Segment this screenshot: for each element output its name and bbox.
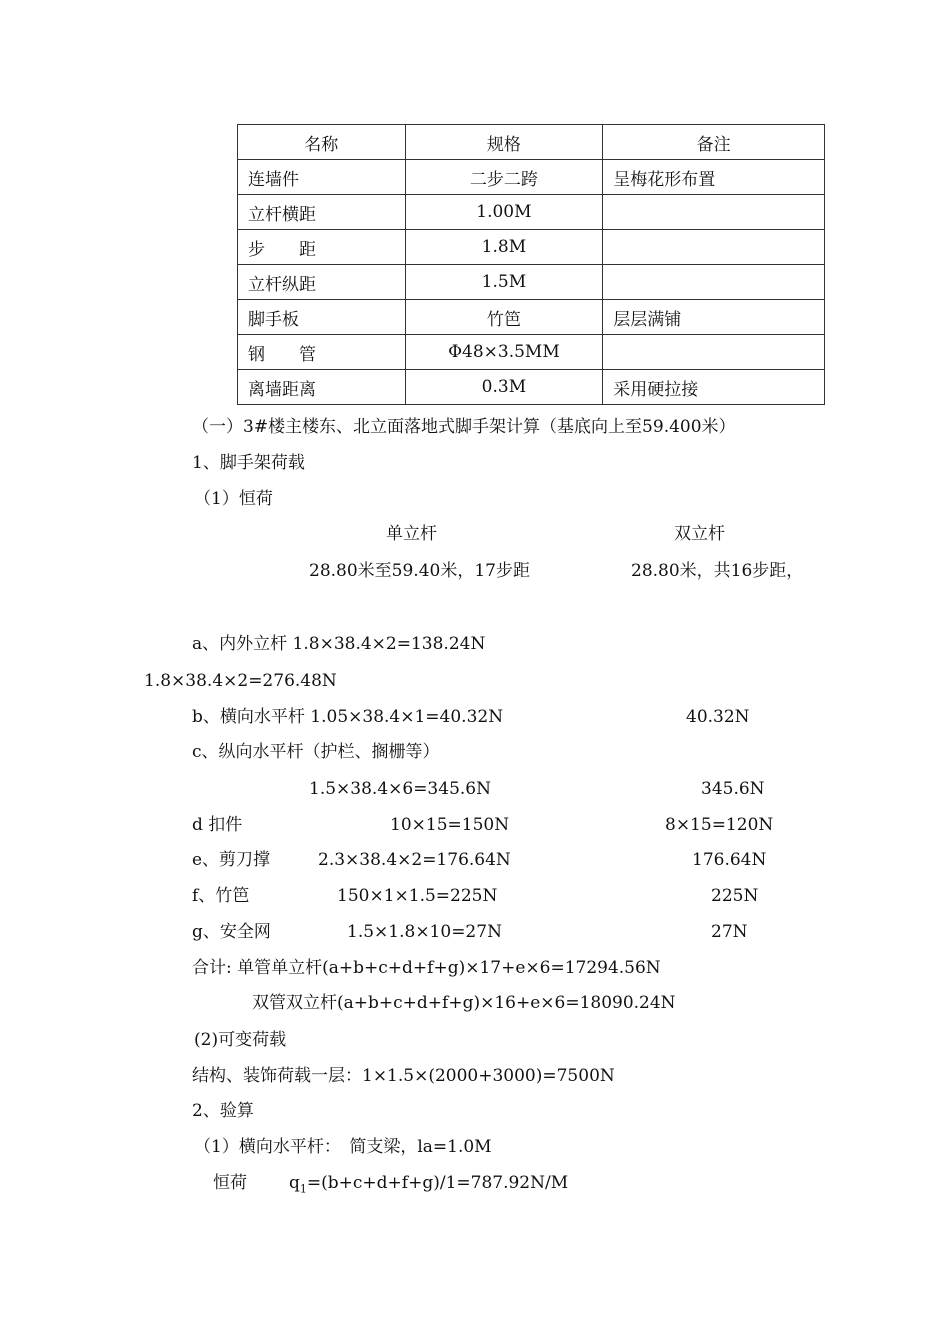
table-cell [603, 265, 825, 300]
q-expression: =(b+c+d+f+g)/1=787.92N/M [306, 1173, 569, 1193]
item-a-single: a、内外立杆 1.8×38.4×2=138.24N [192, 634, 486, 654]
table-cell: 0.3M [405, 370, 603, 405]
item-b-double: 40.32N [686, 707, 750, 727]
table-header: 名称 [238, 125, 406, 160]
table-header: 规格 [405, 125, 603, 160]
table-cell: 立杆纵距 [238, 265, 406, 300]
scaffold-spec-table [237, 124, 825, 405]
table-row [238, 195, 825, 230]
total-double: 双管双立杆(a+b+c+d+f+g)×16+e×6=18090.24N [252, 993, 676, 1013]
heading-transverse-bar: （1）横向水平杆： 简支梁，la=1.0M [194, 1137, 492, 1157]
table-row [238, 300, 825, 335]
table-row [238, 335, 825, 370]
item-e-single: 2.3×38.4×2=176.64N [318, 850, 511, 870]
heading-dead-load: （1）恒荷 [194, 489, 273, 509]
table-cell: 钢 管 [238, 335, 406, 370]
section-heading: （一）3#楼主楼东、北立面落地式脚手架计算（基底向上至59.400米） [192, 417, 736, 437]
item-d-single: 10×15=150N [390, 815, 510, 835]
single-range: 28.80米至59.40米，17步距 [309, 561, 530, 581]
item-d-double: 8×15=120N [665, 815, 774, 835]
dead-load-label: 恒荷 [213, 1173, 247, 1193]
item-c-double: 345.6N [701, 779, 765, 799]
table-cell: 连墙件 [238, 160, 406, 195]
table-cell: 采用硬拉接 [603, 370, 825, 405]
item-g-label: g、安全网 [192, 922, 271, 942]
item-c-title: c、纵向水平杆（护栏、搁栅等） [192, 742, 440, 762]
item-f-label: f、竹笆 [192, 886, 250, 906]
q-symbol: q [289, 1173, 300, 1193]
q-subscript: 1 [299, 1182, 307, 1196]
item-a-double: 1.8×38.4×2=276.48N [144, 671, 337, 691]
table-row [238, 230, 825, 265]
item-f-double: 225N [711, 886, 759, 906]
item-d-label: d 扣件 [192, 815, 243, 835]
heading-variable-load: (2)可变荷载 [194, 1030, 287, 1050]
table-cell: 呈梅花形布置 [603, 160, 825, 195]
q1-formula [289, 1172, 568, 1200]
column-label-single: 单立杆 [386, 524, 437, 544]
table-cell: 层层满铺 [603, 300, 825, 335]
table-cell: 1.00M [405, 195, 603, 230]
table-cell: 1.8M [405, 230, 603, 265]
heading-loads: 1、脚手架荷载 [192, 453, 305, 473]
item-g-double: 27N [711, 922, 748, 942]
table-row [238, 370, 825, 405]
table-cell: 二步二跨 [405, 160, 603, 195]
table-cell [603, 335, 825, 370]
double-range: 28.80米，共16步距， [631, 561, 804, 581]
table-row [238, 265, 825, 300]
table-cell [603, 195, 825, 230]
item-c-single: 1.5×38.4×6=345.6N [309, 779, 491, 799]
variable-load: 结构、装饰荷载一层：1×1.5×(2000+3000)=7500N [192, 1066, 615, 1086]
table-cell [603, 230, 825, 265]
table-header: 备注 [603, 125, 825, 160]
item-e-double: 176.64N [692, 850, 767, 870]
table-cell: 1.5M [405, 265, 603, 300]
total-single: 合计: 单管单立杆(a+b+c+d+f+g)×17+e×6=17294.56N [192, 958, 661, 978]
table-cell: 竹笆 [405, 300, 603, 335]
table-cell: 步 距 [238, 230, 406, 265]
item-b-single: b、横向水平杆 1.05×38.4×1=40.32N [192, 707, 504, 727]
table-cell: 立杆横距 [238, 195, 406, 230]
table-cell: 离墙距离 [238, 370, 406, 405]
table-row [238, 160, 825, 195]
column-label-double: 双立杆 [674, 524, 725, 544]
table-cell: Φ48×3.5MM [405, 335, 603, 370]
heading-check: 2、验算 [192, 1101, 254, 1121]
item-g-single: 1.5×1.8×10=27N [347, 922, 502, 942]
item-f-single: 150×1×1.5=225N [337, 886, 498, 906]
item-e-label: e、剪刀撑 [192, 850, 271, 870]
table-header-row [238, 125, 825, 160]
table-cell: 脚手板 [238, 300, 406, 335]
